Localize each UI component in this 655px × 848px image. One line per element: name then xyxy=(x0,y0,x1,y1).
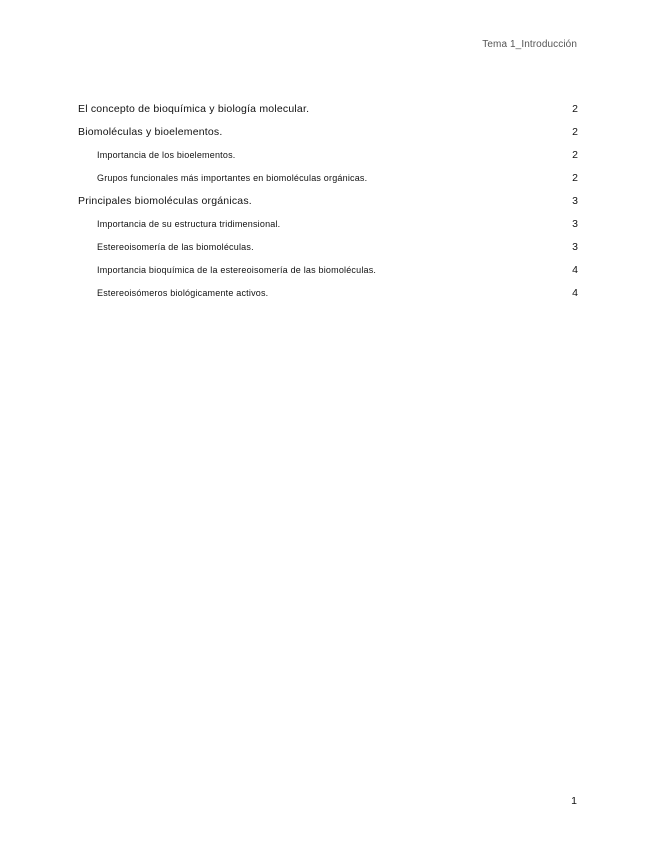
toc-subentry-page: 3 xyxy=(572,241,578,253)
table-of-contents xyxy=(78,101,578,308)
toc-subentry[interactable] xyxy=(78,262,578,285)
toc-subentry-page: 4 xyxy=(572,264,578,276)
toc-subentry-page: 2 xyxy=(572,149,578,161)
toc-entry-text: Principales biomoléculas orgánicas. xyxy=(78,195,252,207)
toc-subentry-page: 2 xyxy=(572,172,578,184)
toc-subentry-page: 4 xyxy=(572,287,578,299)
toc-subentry-page: 3 xyxy=(572,218,578,230)
toc-subentry-text: Importancia bioquímica de la estereoisomería de las biomoléculas. xyxy=(97,265,377,275)
toc-subentry-text: Grupos funcionales más importantes en biomoléculas orgánicas. xyxy=(97,173,368,183)
toc-subentry[interactable] xyxy=(78,285,578,308)
toc-subentry[interactable] xyxy=(78,239,578,262)
toc-entry-page: 3 xyxy=(572,195,578,207)
toc-subentry[interactable] xyxy=(78,170,578,193)
toc-entry[interactable] xyxy=(78,101,578,124)
toc-subentry[interactable] xyxy=(78,147,578,170)
page-header-title: Tema 1_Introducción xyxy=(482,39,577,50)
toc-subentry-text: Estereoisomería de las biomoléculas. xyxy=(97,242,254,252)
toc-entry-page: 2 xyxy=(572,126,578,138)
toc-subentry-text: Importancia de su estructura tridimensional. xyxy=(97,219,281,229)
toc-entry-text: El concepto de bioquímica y biología molecular. xyxy=(78,103,310,115)
toc-subentry-text: Importancia de los bioelementos. xyxy=(97,150,236,160)
toc-subentry[interactable] xyxy=(78,216,578,239)
toc-entry-page: 2 xyxy=(572,103,578,115)
toc-entry[interactable] xyxy=(78,193,578,216)
toc-entry-text: Biomoléculas y bioelementos. xyxy=(78,126,223,138)
toc-entry[interactable] xyxy=(78,124,578,147)
page-number: 1 xyxy=(571,795,577,807)
toc-subentry-text: Estereoisómeros biológicamente activos. xyxy=(97,288,269,298)
